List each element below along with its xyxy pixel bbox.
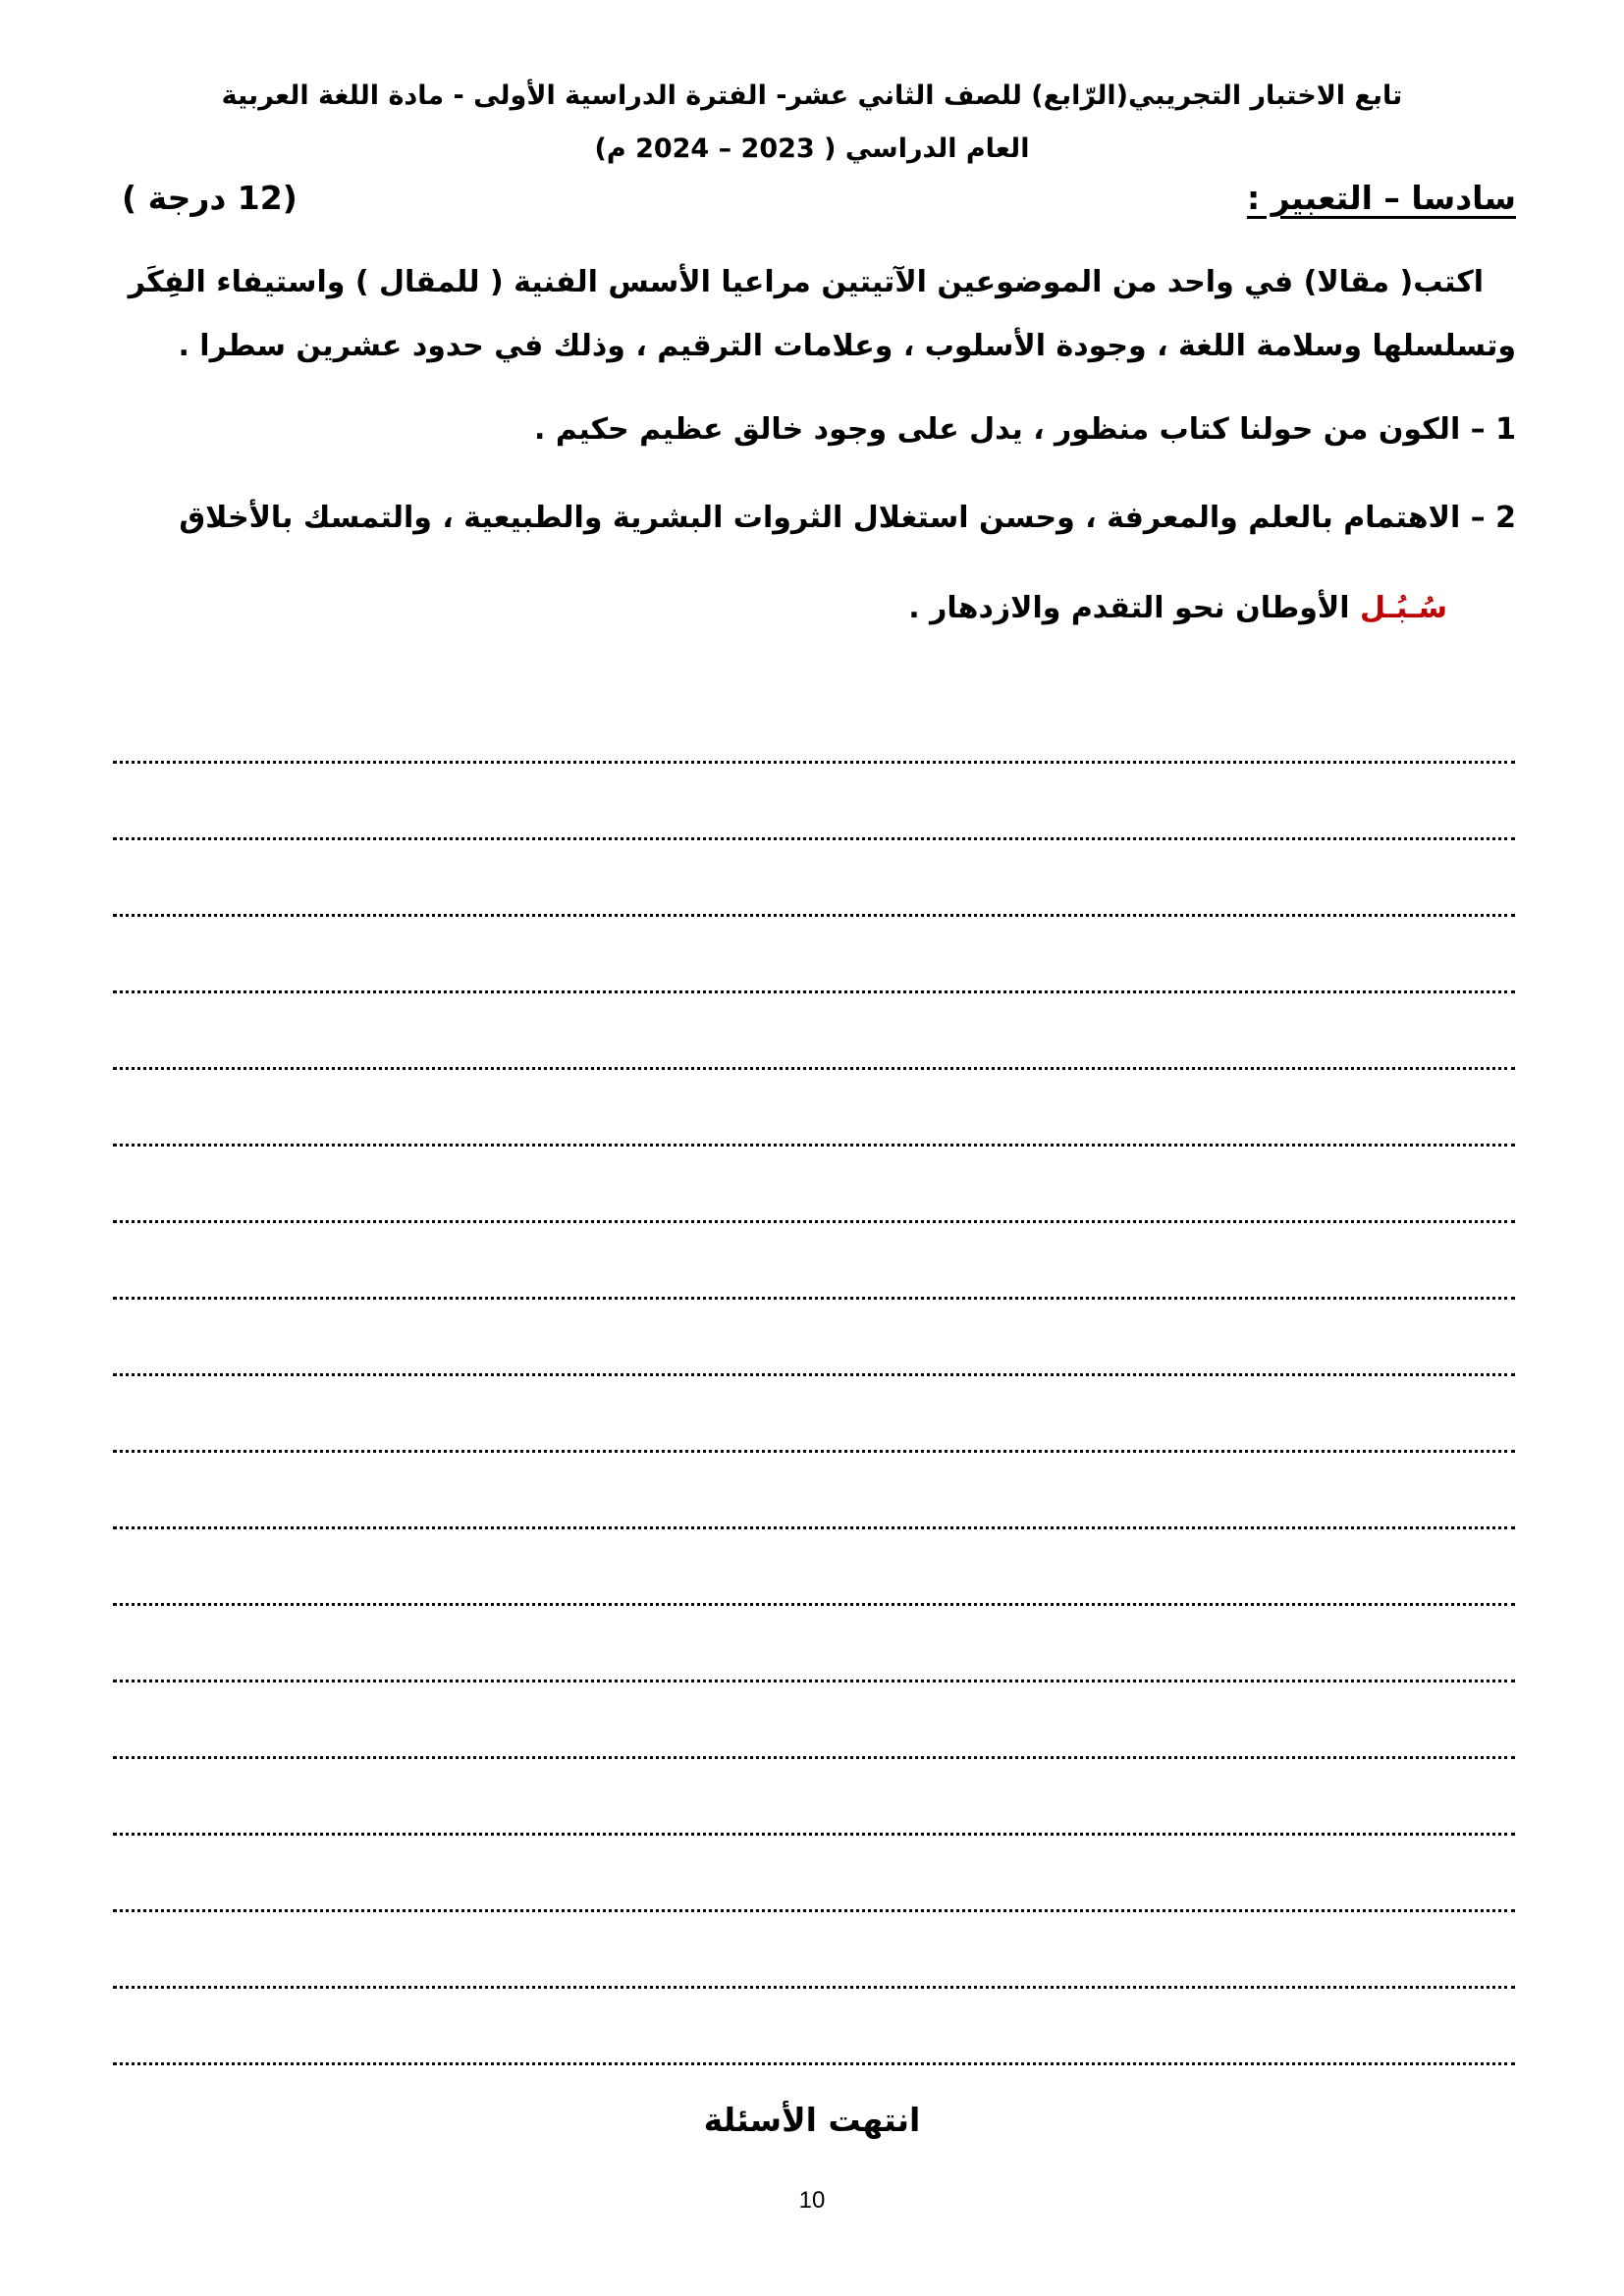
answer-line xyxy=(113,840,1515,917)
academic-year: العام الدراسي ( 2023 – 2024 م) xyxy=(594,133,1030,164)
answer-line xyxy=(113,1147,1515,1223)
instructions-line-2: وتسلسلها وسلامة اللغة ، وجودة الأسلوب ، وعلامات الترقيم ، وذلك في حدود عشرين سطرا . xyxy=(178,329,1516,363)
answer-line xyxy=(113,1223,1515,1300)
answer-line xyxy=(113,993,1515,1070)
section-title: سادسا – التعبير : xyxy=(1246,179,1516,217)
answer-line xyxy=(113,764,1515,840)
answer-line xyxy=(113,1070,1515,1147)
section-grade: (12 درجة ) xyxy=(122,179,298,217)
exam-header-title: تابع الاختبار التجريبي(الرّابع) للصف الثاني عشر- الفترة الدراسية الأولى - مادة اللغة العربية xyxy=(221,80,1403,111)
end-of-questions: انتهت الأسئلة xyxy=(703,2101,921,2139)
instructions-line-1: اكتب( مقالا) في واحد من الموضوعين الآتيتين مراعيا الأسس الفنية ( للمقال ) واستيفاء الفِكَر xyxy=(128,265,1484,299)
answer-line xyxy=(113,1912,1515,1989)
topic-2-line-2 xyxy=(908,591,1447,625)
topic-2-line-2-rest: الأوطان نحو التقدم والازدهار . xyxy=(908,591,1360,625)
answer-line xyxy=(113,917,1515,993)
answer-line xyxy=(113,1682,1515,1759)
answer-line xyxy=(113,1759,1515,1836)
answer-line xyxy=(113,1836,1515,1912)
answer-line xyxy=(113,1989,1515,2065)
answer-line xyxy=(113,1529,1515,1606)
topic-2-line-1: 2 – الاهتمام بالعلم والمعرفة ، وحسن استغلال الثروات البشرية والطبيعية ، والتمسك بالأخلاق xyxy=(179,501,1516,535)
answer-line xyxy=(113,1606,1515,1682)
marked-word: سُـبُـل xyxy=(1359,591,1447,625)
answer-line xyxy=(113,1300,1515,1376)
topic-1: 1 – الكون من حولنا كتاب منظور ، يدل على وجود خالق عظيم حكيم . xyxy=(533,412,1516,447)
answer-lines xyxy=(113,687,1515,2065)
page-number: 10 xyxy=(798,2187,826,2214)
answer-line xyxy=(113,1376,1515,1453)
answer-line xyxy=(113,1453,1515,1529)
answer-line xyxy=(113,687,1515,764)
